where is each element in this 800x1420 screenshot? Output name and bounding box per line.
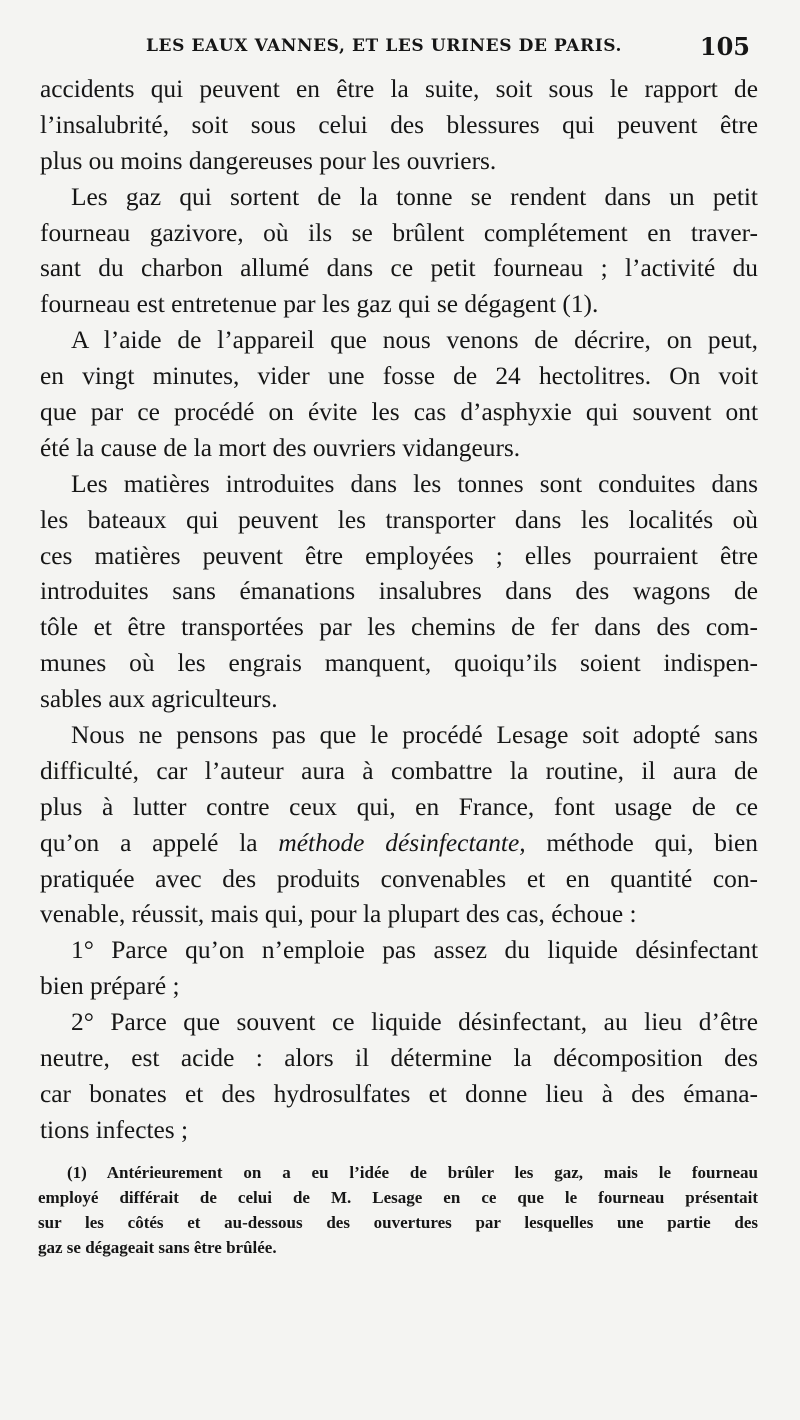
- running-title: LES EAUX VANNES, ET LES URINES DE PARIS.: [146, 36, 623, 56]
- page-header: [146, 34, 758, 74]
- footnote-line: sur les côtés et au-dessous des ouvertures par lesquelles une partie des: [38, 1213, 758, 1232]
- body-line: pratiquée avec des produits convenables et en quantité con-: [40, 864, 758, 893]
- body-line: que par ce procédé on évite les cas d’asphyxie qui souvent ont: [40, 398, 758, 427]
- body-line: ces matières peuvent être employées ; elles pourraient être: [40, 541, 758, 570]
- italic-term: méthode désinfectante,: [278, 828, 526, 857]
- body-line: Nous ne pensons pas que le procédé Lesage soit adopté sans: [71, 721, 758, 750]
- body-line: fourneau gazivore, où ils se brûlent complétement en traver-: [40, 218, 758, 247]
- body-line: l’insalubrité, soit sous celui des blessures qui peuvent être: [40, 110, 758, 139]
- body-line: tions infectes ;: [40, 1115, 189, 1144]
- body-line: munes où les engrais manquent, quoiqu’ils soient indispen-: [40, 649, 758, 678]
- body-line: 2° Parce que souvent ce liquide désinfectant, au lieu d’être: [71, 1008, 758, 1037]
- body-line: fourneau est entretenue par les gaz qui se dégagent (1).: [40, 290, 599, 319]
- body-line: bien préparé ;: [40, 972, 180, 1001]
- body-line: été la cause de la mort des ouvriers vidangeurs.: [40, 433, 521, 462]
- footnote-line: gaz se dégageait sans être brûlée.: [38, 1238, 277, 1257]
- body-line: difficulté, car l’auteur aura à combattre la routine, il aura de: [40, 756, 758, 785]
- body-line: introduites sans émanations insalubres dans des wagons de: [40, 577, 758, 606]
- footnote: [38, 1160, 758, 1260]
- body-line: [40, 826, 758, 862]
- body-line-before-italic: qu’on a appelé la: [40, 828, 279, 857]
- body-line: tôle et être transportées par les chemins de fer dans des com-: [40, 613, 758, 642]
- body-text: [40, 72, 758, 1149]
- body-line: en vingt minutes, vider une fosse de 24 hectolitres. On voit: [40, 362, 758, 391]
- body-line: sables aux agriculteurs.: [40, 685, 278, 714]
- body-line: car bonates et des hydrosulfates et donne lieu à des émana-: [40, 1079, 758, 1108]
- body-line: plus ou moins dangereuses pour les ouvriers.: [40, 146, 497, 175]
- body-line: les bateaux qui peuvent les transporter dans les localités où: [40, 505, 758, 534]
- body-line: accidents qui peuvent en être la suite, soit sous le rapport de: [40, 75, 758, 103]
- body-line: Les gaz qui sortent de la tonne se rendent dans un petit: [71, 182, 758, 211]
- body-line: neutre, est acide : alors il détermine la décomposition des: [40, 1044, 758, 1073]
- body-line: plus à lutter contre ceux qui, en France, font usage de ce: [40, 792, 758, 821]
- body-line: 1° Parce qu’on n’emploie pas assez du liquide désinfectant: [71, 936, 758, 965]
- body-line: sant du charbon allumé dans ce petit fourneau ; l’activité du: [40, 254, 758, 283]
- body-line-after-italic: méthode qui, bien: [525, 828, 758, 857]
- footnote-line: (1) Antérieurement on a eu l’idée de brûler les gaz, mais le fourneau: [67, 1163, 758, 1182]
- body-line: Les matières introduites dans les tonnes sont conduites dans: [71, 469, 758, 498]
- body-line: A l’aide de l’appareil que nous venons de décrire, on peut,: [71, 326, 758, 355]
- body-line: venable, réussit, mais qui, pour la plupart des cas, échoue :: [40, 900, 637, 929]
- page-number: 105: [699, 32, 750, 61]
- footnote-line: employé différait de celui de M. Lesage en ce que le fourneau présentait: [38, 1188, 758, 1207]
